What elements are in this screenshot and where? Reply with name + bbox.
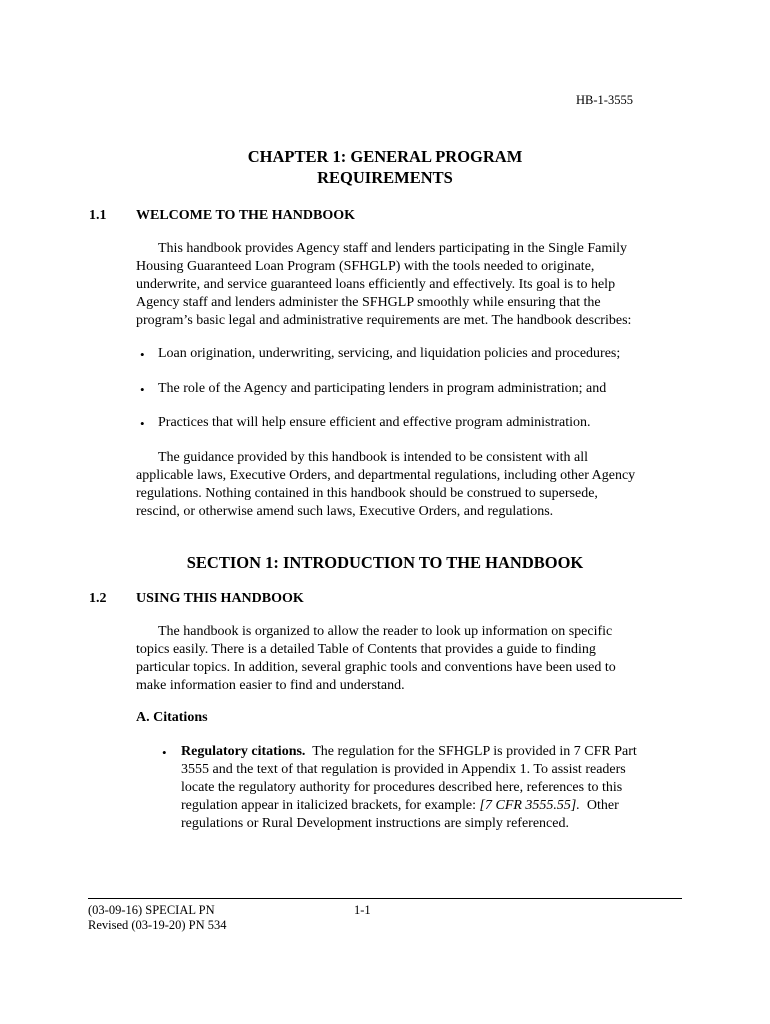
- paragraph-line: rescind, or otherwise amend such laws, Executive Orders, and regulations.: [136, 504, 554, 519]
- bullet-icon: •: [140, 416, 145, 431]
- paragraph-line: regulations or Rural Development instructions are simply referenced.: [181, 816, 569, 831]
- paragraph-line: The guidance provided by this handbook is intended to be consistent with all: [158, 450, 589, 465]
- bullet-icon: •: [140, 347, 145, 362]
- bullet-item: Loan origination, underwriting, servicing, and liquidation policies and procedures;: [158, 346, 621, 361]
- section-heading-1-1: WELCOME TO THE HANDBOOK: [136, 208, 355, 223]
- section-heading-1-2: USING THIS HANDBOOK: [136, 591, 304, 606]
- paragraph-line: regulations. Nothing contained in this handbook should be construed to supersede,: [136, 486, 598, 501]
- section-number-1-2: 1.2: [89, 591, 107, 606]
- section-number-1-1: 1.1: [89, 208, 107, 223]
- paragraph-line: underwrite, and service guaranteed loans efficiently and effectively. Its goal is to help: [136, 277, 616, 292]
- paragraph-line: applicable laws, Executive Orders, and departmental regulations, including other Agency: [136, 468, 636, 483]
- bullet-item: The role of the Agency and participating lenders in program administration; and: [158, 381, 607, 396]
- footer-line1: (03-09-16) SPECIAL PN: [88, 903, 215, 917]
- paragraph-line: program’s basic legal and administrative requirements are met. The handbook describes:: [136, 313, 632, 328]
- document-id: HB-1-3555: [576, 93, 633, 107]
- paragraph-line: 3555 and the text of that regulation is provided in Appendix 1. To assist readers: [181, 762, 626, 777]
- citation-example: [7 CFR 3555.55].: [479, 798, 580, 813]
- paragraph-line: regulation appear in italicized brackets, for example:: [181, 798, 477, 813]
- footer-line2: Revised (03-19-20) PN 534: [88, 918, 227, 932]
- paragraph-line: locate the regulatory authority for procedures described here, references to this: [181, 780, 623, 795]
- paragraph-line: Housing Guaranteed Loan Program (SFHGLP) with the tools needed to originate,: [136, 259, 595, 274]
- citation-label: Regulatory citations.: [181, 744, 306, 759]
- bullet-item: Practices that will help ensure efficient and effective program administration.: [158, 415, 591, 430]
- paragraph-line: The handbook is organized to allow the reader to look up information on specific: [158, 624, 613, 639]
- footer-revision: [88, 903, 227, 933]
- using-handbook-paragraph: [136, 623, 696, 695]
- paragraph-line: particular topics. In addition, several graphic tools and conventions have been used to: [136, 660, 616, 675]
- paragraph-line: topics easily. There is a detailed Table of Contents that provides a guide to finding: [136, 642, 596, 657]
- subheading-citations: A. Citations: [136, 710, 208, 725]
- section-title: SECTION 1: INTRODUCTION TO THE HANDBOOK: [186, 553, 584, 572]
- paragraph-line: Other: [586, 798, 619, 813]
- bullet-icon: •: [162, 745, 167, 760]
- bullet-icon: •: [140, 382, 145, 397]
- footer-divider: [88, 898, 682, 899]
- welcome-intro-paragraph: [136, 240, 696, 330]
- chapter-title-line1: CHAPTER 1: GENERAL PROGRAM: [247, 147, 523, 166]
- page-number: 1-1: [354, 903, 371, 917]
- chapter-title-line2: REQUIREMENTS: [317, 168, 453, 187]
- paragraph-line: Agency staff and lenders administer the SFHGLP smoothly while ensuring that the: [136, 295, 601, 310]
- paragraph-line: This handbook provides Agency staff and lenders participating in the Single Family: [158, 241, 628, 256]
- welcome-closing-paragraph: [136, 449, 696, 521]
- paragraph-line: make information easier to find and understand.: [136, 678, 405, 693]
- paragraph-line: The regulation for the SFHGLP is provided in 7 CFR Part: [312, 744, 637, 759]
- chapter-title: [0, 146, 770, 188]
- regulatory-citations-item: [181, 743, 681, 833]
